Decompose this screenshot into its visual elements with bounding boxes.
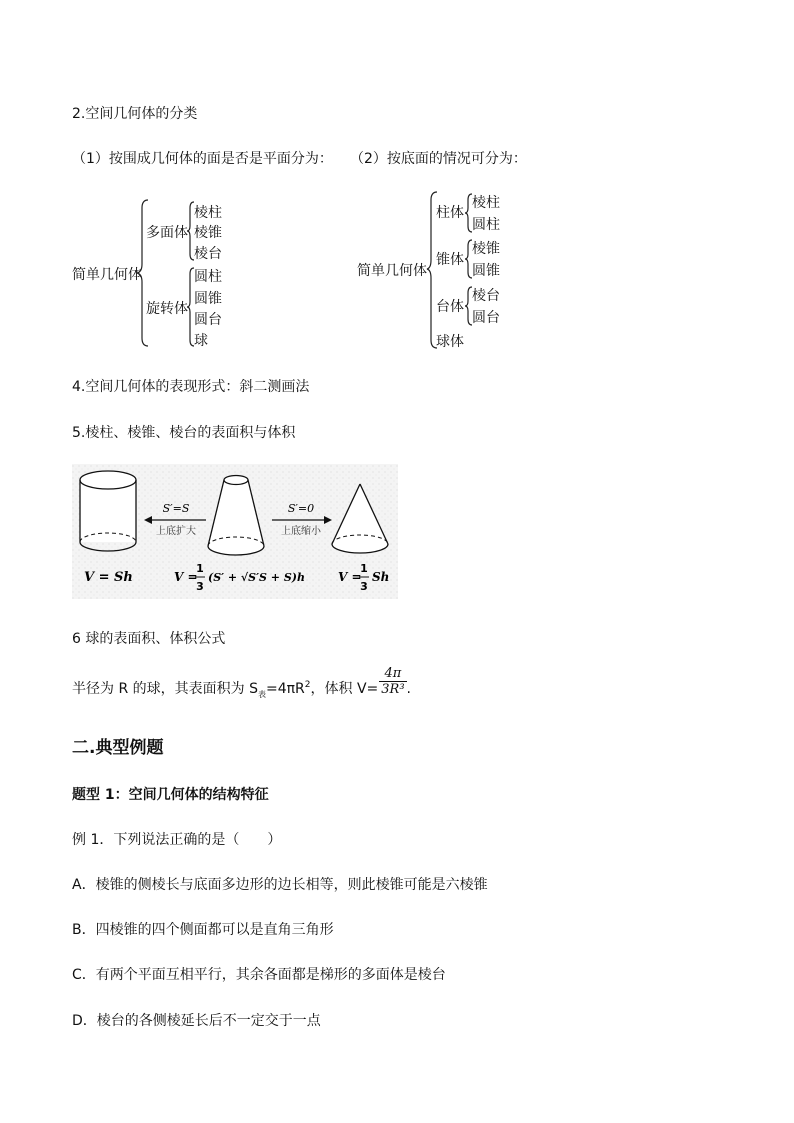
formula-frustum-body: (S′ + √S′S + S)h bbox=[208, 571, 305, 584]
section-4-heading: 4.空间几何体的表现形式：斜二测画法 bbox=[72, 379, 310, 395]
right-caption: （2）按底面的情况可分为： bbox=[350, 151, 527, 167]
sphere-text-end: . bbox=[406, 681, 411, 697]
example-1-option-d: D．棱台的各侧棱延长后不一定交于一点 bbox=[72, 1013, 321, 1029]
tree-left-item: 棱锥 bbox=[194, 225, 222, 241]
formula-frustum-denominator: 3 bbox=[196, 580, 204, 593]
tree-left-item: 球 bbox=[194, 333, 208, 349]
formula-cone-numerator: 1 bbox=[360, 562, 368, 575]
formula-frustum-numerator: 1 bbox=[196, 562, 204, 575]
tree-left-root: 简单几何体 bbox=[72, 267, 142, 283]
tree-left-root-brace-icon bbox=[136, 198, 152, 348]
tree-left-group-revolution: 旋转体 bbox=[146, 301, 188, 317]
tree-left-item: 圆台 bbox=[194, 312, 222, 328]
section-5-heading: 5.棱柱、棱锥、棱台的表面积与体积 bbox=[72, 425, 296, 441]
sphere-text-sub: 表 bbox=[257, 690, 266, 699]
sphere-formula-line bbox=[72, 666, 411, 706]
sphere-text-sup: 2 bbox=[304, 680, 311, 690]
tree-left-group-polyhedron: 多面体 bbox=[146, 225, 188, 241]
example-1-stem: 例 1．下列说法正确的是（ ） bbox=[72, 832, 282, 848]
tree-right-group: 柱体 bbox=[436, 205, 464, 221]
arrow-enlarge-top-label: S′=S bbox=[162, 502, 190, 515]
tree-right-item: 棱锥 bbox=[472, 241, 500, 257]
solids-volume-figure bbox=[72, 464, 398, 599]
arrow-shrink-bottom-label: 上底缩小 bbox=[281, 526, 321, 537]
example-1-option-a: A．棱锥的侧棱长与底面多边形的边长相等，则此棱锥可能是六棱锥 bbox=[72, 877, 488, 893]
tree-right-item: 圆台 bbox=[472, 310, 500, 326]
tree-left-item: 棱台 bbox=[194, 246, 222, 262]
formula-cone-body: Sh bbox=[372, 570, 390, 584]
tree-right-group: 锥体 bbox=[436, 252, 464, 268]
section-6-heading: 6 球的表面积、体积公式 bbox=[72, 631, 226, 647]
type-1-heading: 题型 1：空间几何体的结构特征 bbox=[72, 787, 269, 803]
tree-right-root: 简单几何体 bbox=[357, 263, 427, 279]
tree-left-item: 圆柱 bbox=[194, 269, 222, 285]
example-1-option-b: B．四棱锥的四个侧面都可以是直角三角形 bbox=[72, 922, 334, 938]
formula-cone-prefix: V = bbox=[338, 570, 362, 584]
tree-right-group: 台体 bbox=[436, 299, 464, 315]
cylinder-shape bbox=[80, 471, 136, 551]
part-2-heading: 二.典型例题 bbox=[72, 738, 164, 758]
left-caption: （1）按围成几何体的面是否是平面分为： bbox=[72, 151, 333, 167]
tree-right-item: 圆锥 bbox=[472, 263, 500, 279]
fraction-denominator: 3R³ bbox=[381, 682, 405, 697]
tree-right-group: 球体 bbox=[436, 334, 464, 350]
sphere-text-prefix: 半径为 R 的球，其表面积为 S bbox=[72, 681, 258, 697]
sphere-volume-fraction bbox=[379, 666, 406, 697]
section-2-heading: 2.空间几何体的分类 bbox=[72, 106, 198, 122]
tree-right-item: 棱柱 bbox=[472, 195, 500, 211]
example-1-option-c: C．有两个平面互相平行，其余各面都是梯形的多面体是棱台 bbox=[72, 967, 446, 983]
sphere-text-mid2: ，体积 V= bbox=[310, 681, 379, 697]
tree-right-item: 圆柱 bbox=[472, 217, 500, 233]
tree-left-item: 圆锥 bbox=[194, 291, 222, 307]
formula-frustum-prefix: V = bbox=[174, 570, 198, 584]
formula-prism: V = Sh bbox=[84, 570, 133, 585]
tree-right-item: 棱台 bbox=[472, 288, 500, 304]
sphere-text-mid: =4πR bbox=[265, 681, 305, 697]
arrow-enlarge-bottom-label: 上底扩大 bbox=[156, 526, 196, 537]
formula-cone-denominator: 3 bbox=[360, 580, 368, 593]
arrow-shrink-top-label: S′=0 bbox=[287, 502, 315, 515]
fraction-numerator: 4π bbox=[384, 666, 402, 681]
tree-left-item: 棱柱 bbox=[194, 205, 222, 221]
